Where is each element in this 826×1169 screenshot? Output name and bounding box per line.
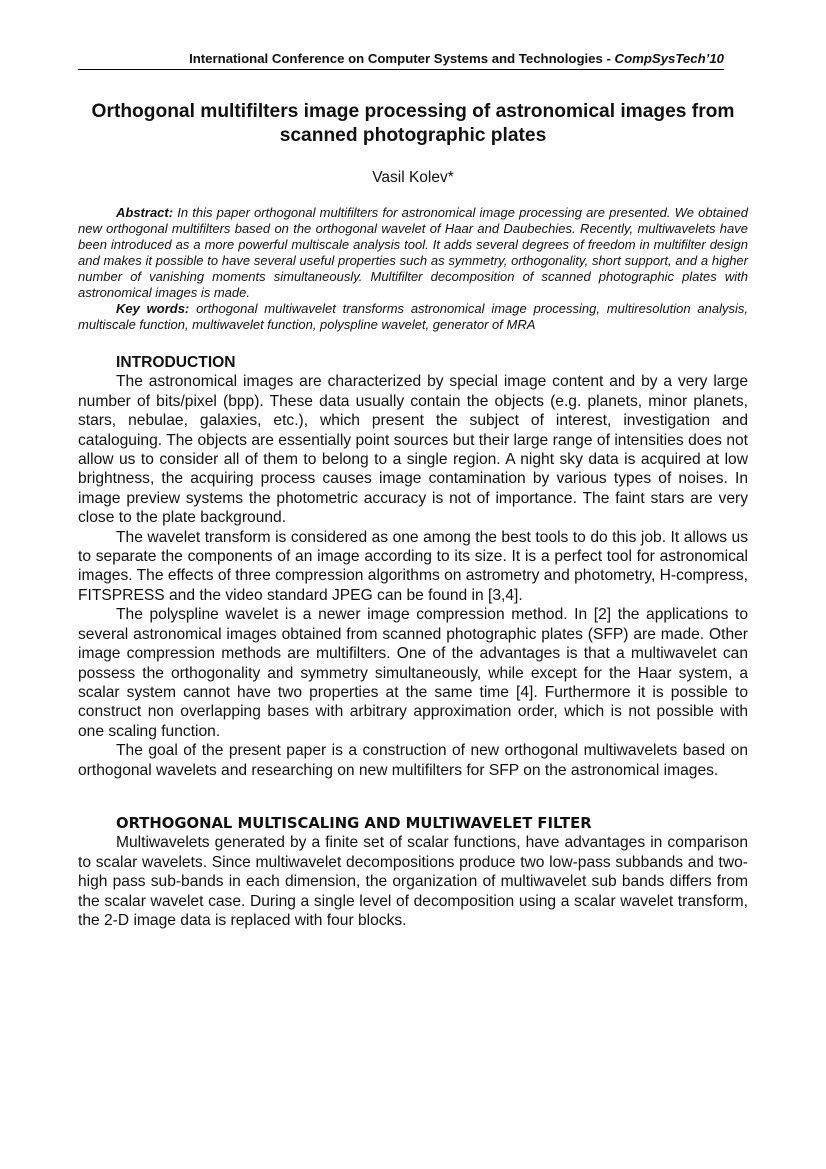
keywords-text: orthogonal multiwavelet transforms astronomical image processing, multiresolution analysis, multiscale function, multiwavelet function, polyspline wavelet, generator of MRA <box>78 301 748 333</box>
intro-paragraph-4: The goal of the present paper is a construction of new orthogonal multiwavelets based on orthogonal wavelets and researching on new multifilters for SFP on the astronomical images. <box>78 742 748 779</box>
keywords-paragraph <box>78 301 748 333</box>
multifilter-paragraph-1: Multiwavelets generated by a finite set of scalar functions, have advantages in comparison to scalar wavelets. Since multiwavelet decompositions produce two low-pass subbands and two-high pass sub-bands in each dimension, the organization of multiwavelet sub bands differs from the scalar wavelet case. During a single level of decomposition using a scalar wavelet transform, the 2-D image data is replaced with four blocks. <box>78 834 748 930</box>
abstract-label: Abstract: <box>116 205 174 220</box>
keywords-label: Key words: <box>116 301 190 317</box>
multifilter-heading: ORTHOGONAL MULTISCALING AND MULTIWAVELET FILTER <box>116 815 592 832</box>
header-rule <box>78 69 724 70</box>
intro-paragraph-2: The wavelet transform is considered as one among the best tools to do this job. It allows us to separate the components of an image according to its size. It is a perfect tool for astronomical images. The effects of three compression algorithms on astrometry and photometry, H-compress, FITSPRESS and the video standard JPEG can be found in [3,4]. <box>78 528 748 604</box>
intro-paragraph-3: The polyspline wavelet is a newer image compression method. In [2] the applications to several astronomical images obtained from scanned photographic plates (SFP) are made. Other image compression methods are multifilters. One of the advantages is that a multiwavelet can possess the orthogonality and symmetry simultaneously, while except for the Haar system, a scalar system cannot have two properties at the same time [4]. Furthermore it is possible to construct non overlapping bases with arbitrary approximation order, which is not possible with one scaling function. <box>78 606 748 740</box>
abstract-paragraph <box>78 205 748 301</box>
title-line-2: scanned photographic plates <box>279 125 547 146</box>
introduction-section <box>78 353 748 780</box>
paper-title <box>78 100 748 148</box>
multifilter-section <box>78 814 748 930</box>
conference-short-name: CompSysTech’10 <box>614 51 724 66</box>
abstract <box>78 205 748 333</box>
abstract-text: In this paper orthogonal multifilters for astronomical image processing are presented. We obtained new orthogonal multifilters based on the orthogonal wavelet of Haar and Daubechies. Recently, multiwavelets have been introduced as a more powerful multiscale analysis tool. It adds several degrees of freedom in multifilter design and makes it possible to have several useful properties such as symmetry, orthogonality, short support, and a higher number of vanishing moments simultaneously. Multifilter decomposition of scanned photographic plates with astronomical images is made. <box>78 205 748 301</box>
title-line-1: Orthogonal multifilters image processing of astronomical images from <box>91 101 735 122</box>
conference-name: International Conference on Computer Systems and Technologies - <box>189 51 615 66</box>
intro-paragraph-1: The astronomical images are characterized by special image content and by a very large number of bits/pixel (bpp). These data usually contain the objects (e.g. planets, minor planets, stars, nebulae, galaxies, etc.), which present the subject of interest, investigation and cataloguing. The objects are essentially point sources but their large range of intensities does not allow us to consider all of them to belong to a single region. A night sky data is acquired at low brightness, the acquiring process causes image contamination by various types of noises. In image preview systems the photometric accuracy is not of importance. The faint stars are very close to the plate background. <box>78 373 748 527</box>
running-header <box>78 50 724 68</box>
author: Vasil Kolev* <box>372 169 454 186</box>
introduction-heading: INTRODUCTION <box>116 354 236 371</box>
